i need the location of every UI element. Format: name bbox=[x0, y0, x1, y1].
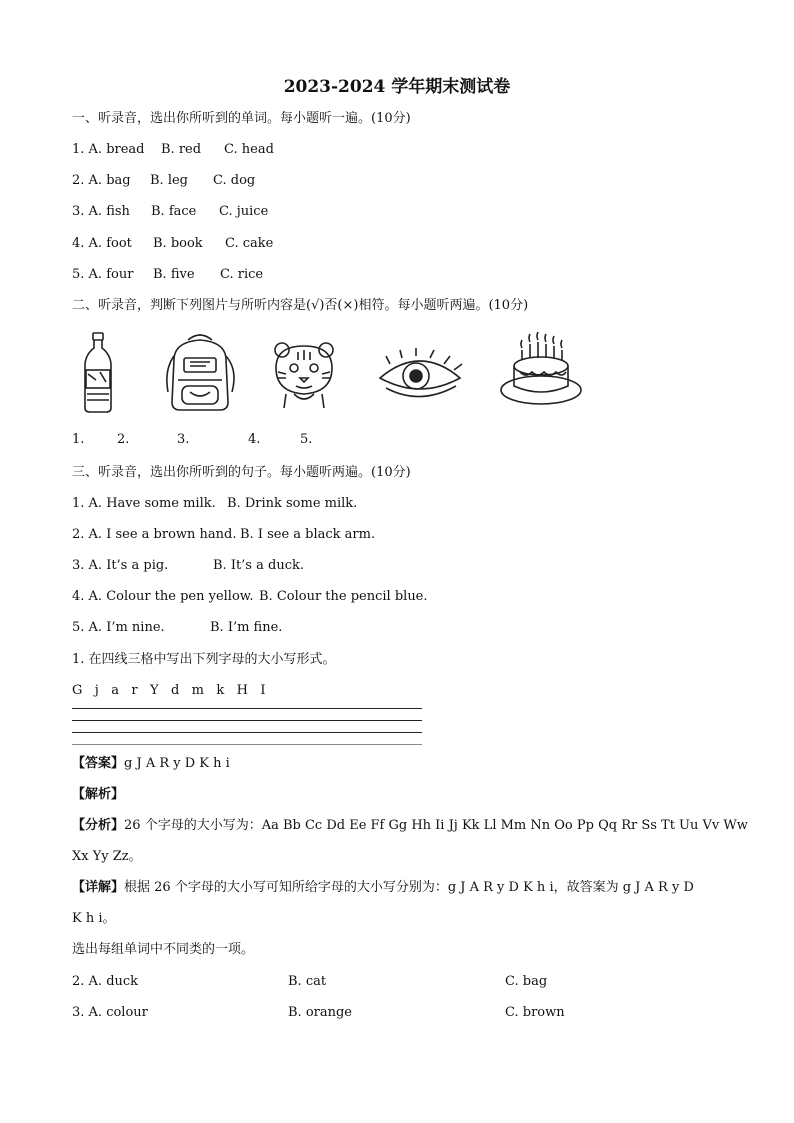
bottle-icon bbox=[78, 330, 118, 414]
analysis-label: 【解析】 bbox=[72, 787, 125, 802]
answer-line bbox=[72, 756, 230, 772]
pic-number-4: 4. bbox=[248, 432, 261, 447]
eye-icon bbox=[376, 348, 466, 404]
pic-number-5: 5. bbox=[300, 432, 313, 447]
s1-q1-b: B. red bbox=[161, 142, 202, 157]
s4-q3-c: C. brown bbox=[505, 1005, 565, 1020]
s1-q5-b: B. five bbox=[153, 267, 195, 282]
s1-q2-c: C. dog bbox=[213, 173, 256, 188]
s3-q5-b: B. I’m fine. bbox=[210, 620, 283, 635]
s4-q3-b: B. orange bbox=[288, 1005, 352, 1020]
fenxi-label: 【分析】 bbox=[72, 818, 125, 833]
detail-label: 【详解】 bbox=[72, 880, 125, 895]
s1-q2-b: B. leg bbox=[150, 173, 188, 188]
s3-q4-a: 4. A. Colour the pen yellow. bbox=[72, 589, 254, 604]
s3-q5-a: 5. A. I’m nine. bbox=[72, 620, 165, 635]
cake-icon bbox=[498, 332, 588, 408]
fenxi-text-1: 26 个字母的大小写为：Aa Bb Cc Dd Ee Ff Gg Hh Ii Jj Kk Ll Mm Nn Oo Pp Qq Rr Ss Tt Uu Vv Ww bbox=[124, 818, 748, 833]
s4-q3-a: 3. A. colour bbox=[72, 1005, 148, 1020]
s1-q1-c: C. head bbox=[224, 142, 274, 157]
writing-line-3 bbox=[72, 732, 422, 733]
detail-line-2: K h i。 bbox=[72, 911, 116, 926]
s3-q3-b: B. It’s a duck. bbox=[213, 558, 304, 573]
s4-q2-b: B. cat bbox=[288, 974, 327, 989]
s3-q3-a: 3. A. It’s a pig. bbox=[72, 558, 169, 573]
pic-number-2: 2. bbox=[117, 432, 130, 447]
s3-q4-b: B. Colour the pencil blue. bbox=[259, 589, 428, 604]
s1-q4-b: B. book bbox=[153, 236, 203, 251]
writing-line-2 bbox=[72, 720, 422, 721]
s3-q2-b: B. I see a black arm. bbox=[240, 527, 376, 542]
writing-line-4 bbox=[72, 744, 422, 745]
s1-q5-a: 5. A. four bbox=[72, 267, 134, 282]
fenxi-line-2: Xx Yy Zz。 bbox=[72, 849, 142, 864]
detail-text-1: 根据 26 个字母的大小写可知所给字母的大小写分别为：g J A R y D K h i，故答案为 g J A R y D bbox=[124, 880, 694, 895]
answer-text: g J A R y D K h i bbox=[124, 756, 230, 771]
fenxi-line-1 bbox=[72, 818, 748, 834]
s1-q3-a: 3. A. fish bbox=[72, 204, 130, 219]
s1-q4-a: 4. A. foot bbox=[72, 236, 132, 251]
letter-list: G j a r Y d m k H I bbox=[72, 683, 266, 698]
s4-q2-a: 2. A. duck bbox=[72, 974, 139, 989]
s1-q1-a: 1. A. bread bbox=[72, 142, 145, 157]
pic-number-3: 3. bbox=[177, 432, 190, 447]
backpack-icon bbox=[160, 330, 240, 416]
s1-q4-c: C. cake bbox=[225, 236, 274, 251]
s3-q2-a: 2. A. I see a brown hand. bbox=[72, 527, 237, 542]
section2-heading: 二、听录音，判断下列图片与所听内容是(√)否(×)相符。每小题听两遍。(10分) bbox=[72, 298, 529, 313]
s4-q2-c: C. bag bbox=[505, 974, 548, 989]
writing-line-1 bbox=[72, 708, 422, 709]
section3-heading: 三、听录音，选出你所听到的句子。每小题听两遍。(10分) bbox=[72, 465, 411, 480]
page-title: 2023-2024 学年期末测试卷 bbox=[283, 77, 511, 97]
detail-line-1 bbox=[72, 880, 694, 896]
s1-q3-c: C. juice bbox=[219, 204, 269, 219]
section4-instruction: 选出每组单词中不同类的一项。 bbox=[72, 942, 255, 957]
tiger-icon bbox=[268, 338, 340, 412]
s3-q1-b: B. Drink some milk. bbox=[227, 496, 358, 511]
writing-instruction: 1. 在四线三格中写出下列字母的大小写形式。 bbox=[72, 652, 336, 667]
section1-heading: 一、听录音，选出你所听到的单词。每小题听一遍。(10分) bbox=[72, 111, 411, 126]
s1-q2-a: 2. A. bag bbox=[72, 173, 131, 188]
s1-q5-c: C. rice bbox=[220, 267, 264, 282]
s3-q1-a: 1. A. Have some milk. bbox=[72, 496, 216, 511]
s1-q3-b: B. face bbox=[151, 204, 197, 219]
pic-number-1: 1. bbox=[72, 432, 85, 447]
answer-label: 【答案】 bbox=[72, 756, 125, 771]
